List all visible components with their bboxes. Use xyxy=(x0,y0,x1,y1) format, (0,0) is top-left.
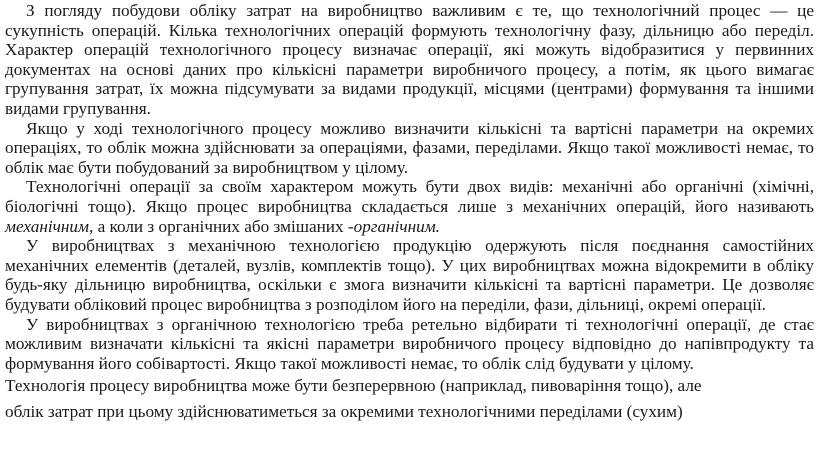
paragraph-6-line-2: облік затрат при цьому здійснюватиметься за окремими технологічними переділами (сухим) xyxy=(5,402,683,422)
paragraph-3 xyxy=(5,177,814,236)
paragraph-6-line-1: Технологія процесу виробництва може бути безперервною (наприклад, пивоваріння тощо), але xyxy=(5,376,702,396)
term-organic: органічним. xyxy=(353,216,440,236)
paragraph-6 xyxy=(5,373,814,425)
paragraph-1: З погляду побудови обліку затрат на виробництво важливим є те, що технологічний процес — це сукупність операцій. Кілька технологічних операцій формують технологічну фазу, дільницю або переділ. Характер операцій технологічного процесу визначає операції, які можуть відобразитися у первинних документах на основі даних про кількісні параметри виробничого процесу, а потім, як цього вимагає групування затрат, їх можна підсумувати за видами продукції, місцями (центрами) формування та іншими видами групування. xyxy=(5,1,814,118)
document-body xyxy=(5,1,814,425)
paragraph-5: У виробництвах з органічною технологією треба ретельно відбирати ті технологічні операції, де стає можливим визначати кількісні та якісні параметри виробничого процесу відповідно до напівпродукту та формування його собівартості. Якщо такої можливості немає, то облік слід будувати у цілому. xyxy=(5,314,814,373)
paragraph-3-text-a: Технологічні операції за своїм характером можуть бути двох видів: механічні або органічні (хімічні, біологічні тощо). Якщо процес виробництва складається лише з механічних операцій, його називають xyxy=(5,177,814,216)
paragraph-3-text-b: а коли з органічних або змішаних - xyxy=(93,216,354,236)
paragraph-2: Якщо у ході технологічного процесу можливо визначити кількісні та вартісні параметри на окремих операціях, то облік можна здійснювати за операціями, фазами, переділами. Якщо такої можливості немає, то облік має бути побудований за виробництвом у цілому. xyxy=(5,118,814,177)
term-mechanical: механічним, xyxy=(5,216,94,236)
paragraph-4: У виробництвах з механічною технологією продукцію одержують після поєднання самостійних механічних елементів (деталей, вузлів, комплектів тощо). У цих виробництвах можна відокремити в обліку будь-яку дільницю виробництва, оскільки є змога визначити кількісні та вартісні параметри. Це дозволяє будувати обліковий процес виробництва з розподілом його на переділи, фази, дільниці, окремі операції. xyxy=(5,236,814,314)
